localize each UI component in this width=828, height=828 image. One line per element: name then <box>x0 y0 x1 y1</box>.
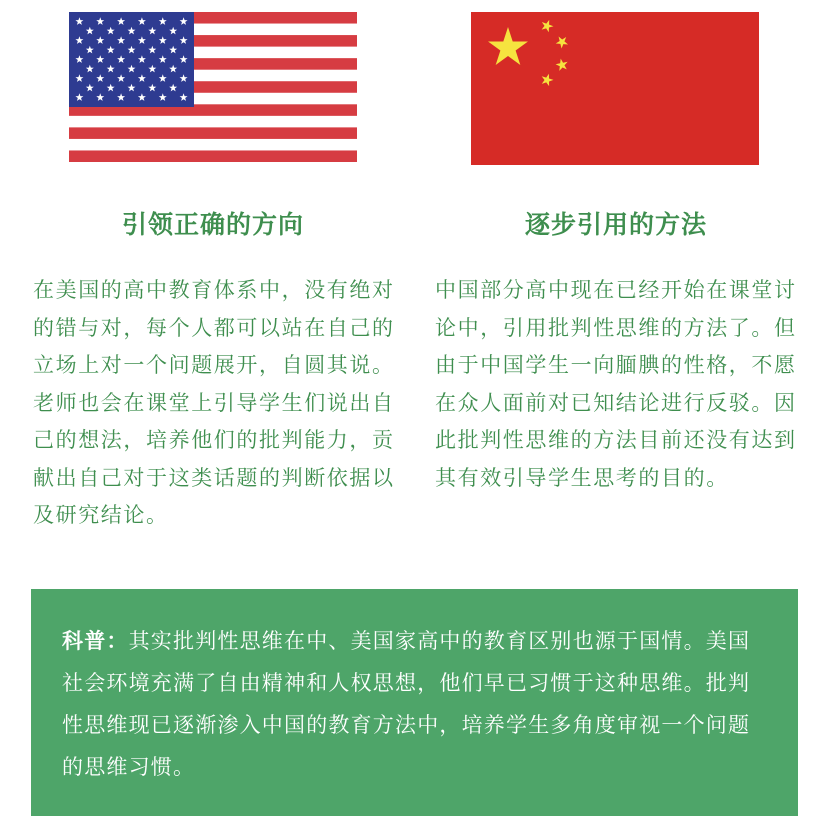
us-flag-red-stripe <box>69 150 357 162</box>
science-note-text: 其实批判性思维在中、美国家高中的教育区别也源于国情。美国社会环境充满了自由精神和人权思想，他们早已习惯于这种思维。批判性思维现已逐渐渗入中国的教育方法中，培养学生多角度审视一个问题的思维习惯。 <box>62 629 751 779</box>
us-flag-image <box>69 12 357 162</box>
science-note-label: 科普： <box>62 629 129 653</box>
science-note <box>62 620 769 788</box>
right-column-title: 逐步引用的方法 <box>524 210 707 239</box>
right-column-body: 中国部分高中现在已经开始在课堂讨论中，引用批判性思维的方法了。但由于中国学生一向腼腆的性格，不愿在众人面前对已知结论进行反驳。因此批判性思维的方法目前还没有达到其有效引导学生思考的目的。 <box>435 278 797 490</box>
us-flag-red-stripe <box>69 127 357 139</box>
science-note-box <box>31 589 798 816</box>
china-flag-image <box>471 12 759 165</box>
us-flag-canton <box>69 12 194 107</box>
left-column-title: 引领正确的方向 <box>121 210 304 239</box>
china-flag-field <box>471 12 759 165</box>
left-column-body: 在美国的高中教育体系中，没有绝对的错与对，每个人都可以站在自己的立场上对一个问题展开，自圆其说。老师也会在课堂上引导学生们说出自己的想法，培养他们的批判能力，贡献出自己对于这类话题的判断依据以及研究结论。 <box>33 278 395 527</box>
